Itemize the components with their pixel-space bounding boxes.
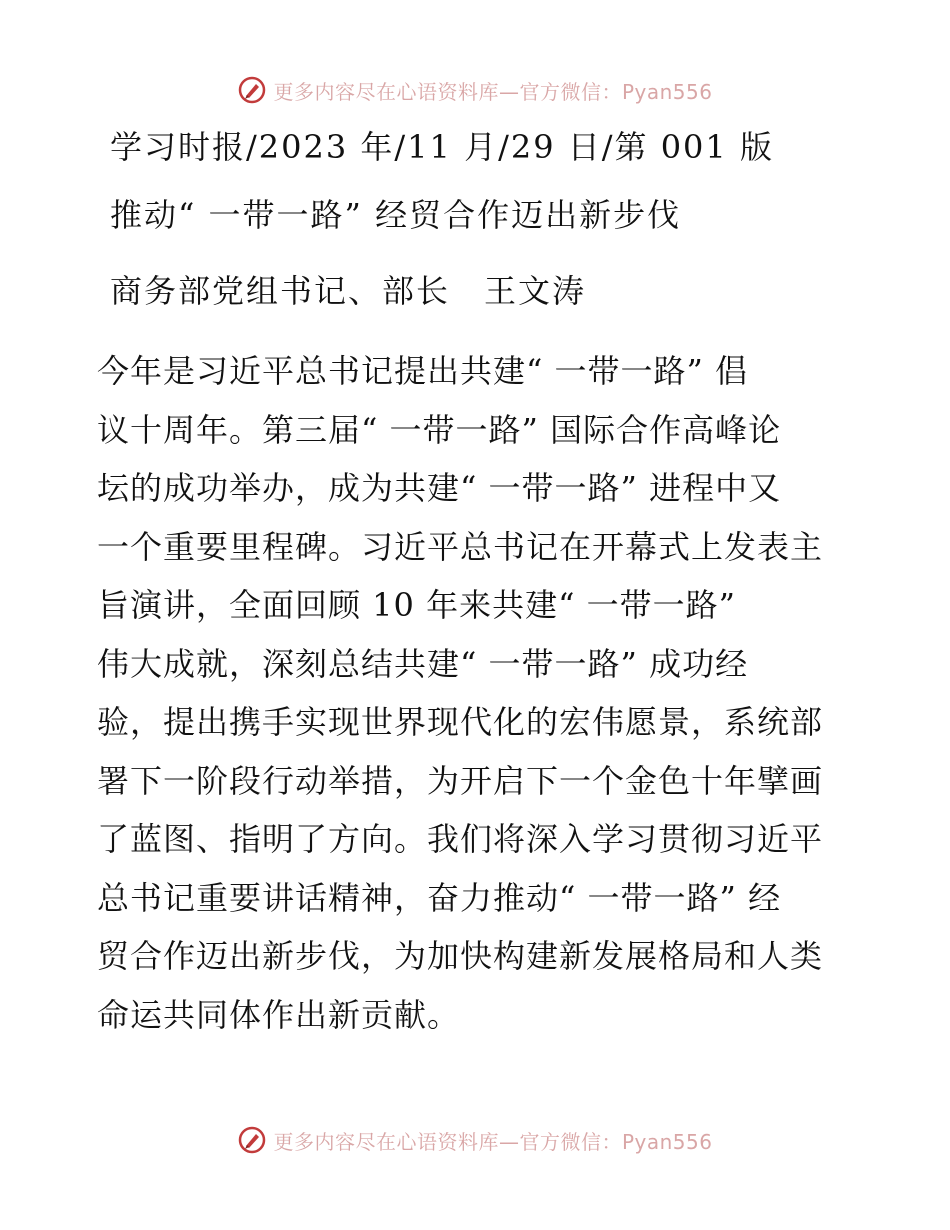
body-line: 了蓝图、指明了方向。我们将深入学习贯彻习近平 — [97, 820, 824, 858]
body-line: 贸合作迈出新步伐，为加快构建新发展格局和人类 — [97, 937, 824, 975]
body-line: 议十周年。第三届“ 一带一路” 国际合作高峰论 — [97, 410, 782, 449]
article-author: 商务部党组书记、部长 王文涛 — [110, 272, 587, 310]
watermark-text: 更多内容尽在心语资料库—官方微信：Pyan556 — [273, 79, 713, 104]
body-line: 署下一阶段行动举措，为开启下一个金色十年擘画 — [97, 761, 824, 800]
body-line: 验，提出携手实现世界现代化的宏伟愿景，系统部 — [97, 703, 824, 741]
article-body — [97, 342, 857, 1044]
pen-logo-icon — [237, 75, 267, 105]
body-line: 旨演讲，全面回顾 10 年来共建“ 一带一路” — [97, 586, 736, 624]
body-line: 命运共同体作出新贡献。 — [97, 995, 461, 1034]
bottom-watermark — [0, 1122, 950, 1158]
body-line: 坛的成功举办，成为共建“ 一带一路” 进程中又 — [97, 469, 782, 507]
body-line: 总书记重要讲话精神，奋力推动“ 一带一路” 经 — [97, 878, 782, 917]
body-line: 一个重要里程碑。习近平总书记在开幕式上发表主 — [97, 527, 824, 566]
body-line: 今年是习近平总书记提出共建“ 一带一路” 倡 — [97, 352, 749, 390]
newspaper-header: 学习时报/2023 年/11 月/29 日/第 001 版 — [110, 128, 774, 166]
top-watermark — [0, 72, 950, 108]
watermark-text: 更多内容尽在心语资料库—官方微信：Pyan556 — [273, 1129, 713, 1154]
body-line: 伟大成就，深刻总结共建“ 一带一路” 成功经 — [97, 644, 749, 683]
article-title: 推动“ 一带一路” 经贸合作迈出新步伐 — [110, 196, 682, 234]
pen-logo-icon — [237, 1125, 267, 1155]
